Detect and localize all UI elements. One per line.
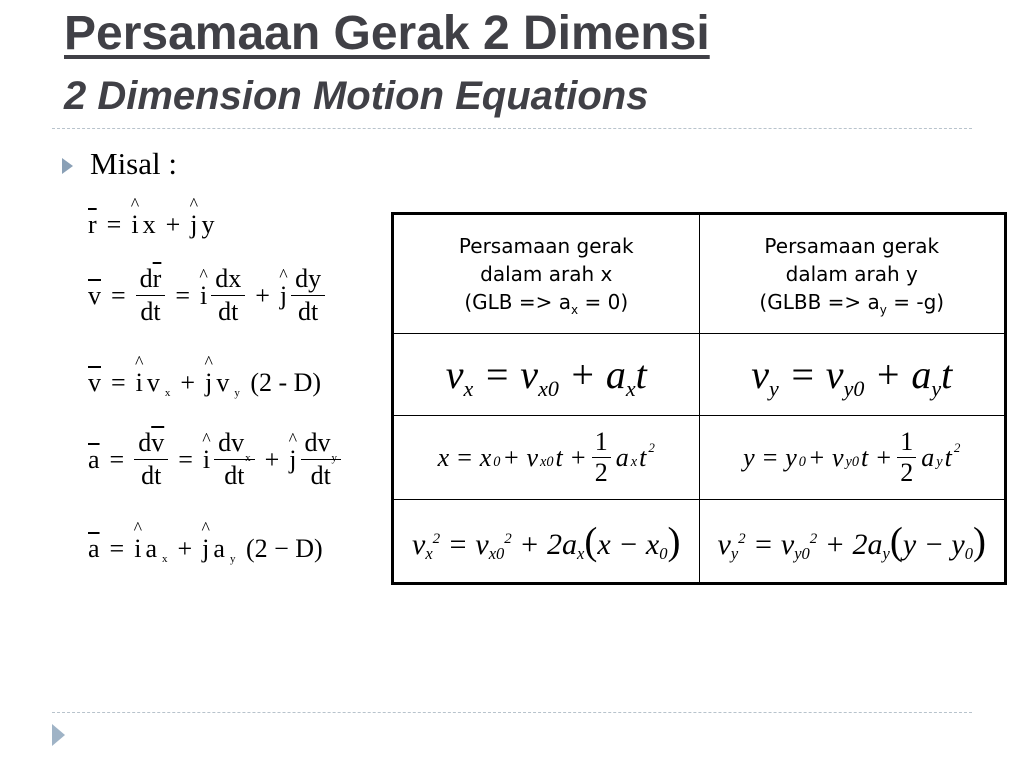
acceleration-derivative-equation: $\overline{a}$ = $\frac{d\overline{v}}{dt}$ = ^ i $\frac{dv_x}{dt}$ + ^ j $\frac{dv_y}{dt}$ (88, 430, 341, 489)
motion-equations-table (391, 212, 1007, 585)
triangle-bullet-icon (62, 158, 73, 174)
velocity-x-equation: vx = vx0 + axt (393, 334, 700, 416)
header-y-line2: dalam arah y (785, 262, 918, 286)
header-x-line1: Persamaan gerak (458, 234, 634, 258)
header-x-direction (393, 214, 700, 334)
table-row (393, 500, 1006, 584)
slide-title: Persamaan Gerak 2 Dimensi (64, 7, 710, 60)
table-row (393, 334, 1006, 416)
bottom-divider (52, 712, 972, 713)
velocity-component-equation: $\overline{v}$ = ^ i v x + ^ j v y (2 - D) (88, 368, 321, 398)
header-y-direction (699, 214, 1006, 334)
position-x-equation: x = x 0 + v x0 t + 1 2 a x t 2 (393, 416, 700, 500)
header-x-line2: dalam arah x (480, 262, 613, 286)
triangle-nav-icon[interactable] (52, 724, 65, 746)
top-divider (52, 128, 972, 129)
velocity-squared-x-equation: $vx^2 = vx0^2 + 2ax(x - x0)$ (393, 500, 700, 584)
header-y-line1: Persamaan gerak (764, 234, 940, 258)
position-vector-equation: $\overline{r}$ = ^ i x + ^ j y (88, 210, 214, 240)
slide-subtitle: 2 Dimension Motion Equations (64, 74, 649, 118)
lead-text: Misal : (90, 146, 177, 181)
acceleration-component-equation: $\overline{a}$ = ^ i a x + ^ j a y (2 − D) (88, 534, 323, 564)
table-row (393, 416, 1006, 500)
table-header-row (393, 214, 1006, 334)
velocity-derivative-equation: $\overline{v}$ = $\frac{d\overline{r}}{dt}$ = ^ i $\frac{dx}{dt}$ + ^ j $\frac{dy}{dt}$ (88, 266, 325, 325)
header-x-line3: $(GLB => a_x = 0)$ (464, 290, 629, 317)
position-y-equation: y = y 0 + v y0 t + 1 2 a y t 2 (699, 416, 1006, 500)
velocity-squared-y-equation: $vy^2 = vy0^2 + 2ay(y - y0)$ (699, 500, 1006, 584)
velocity-y-equation: vy = vy0 + ayt (699, 334, 1006, 416)
header-y-line3: (GLBB => $a_y = -g$) (759, 290, 945, 317)
